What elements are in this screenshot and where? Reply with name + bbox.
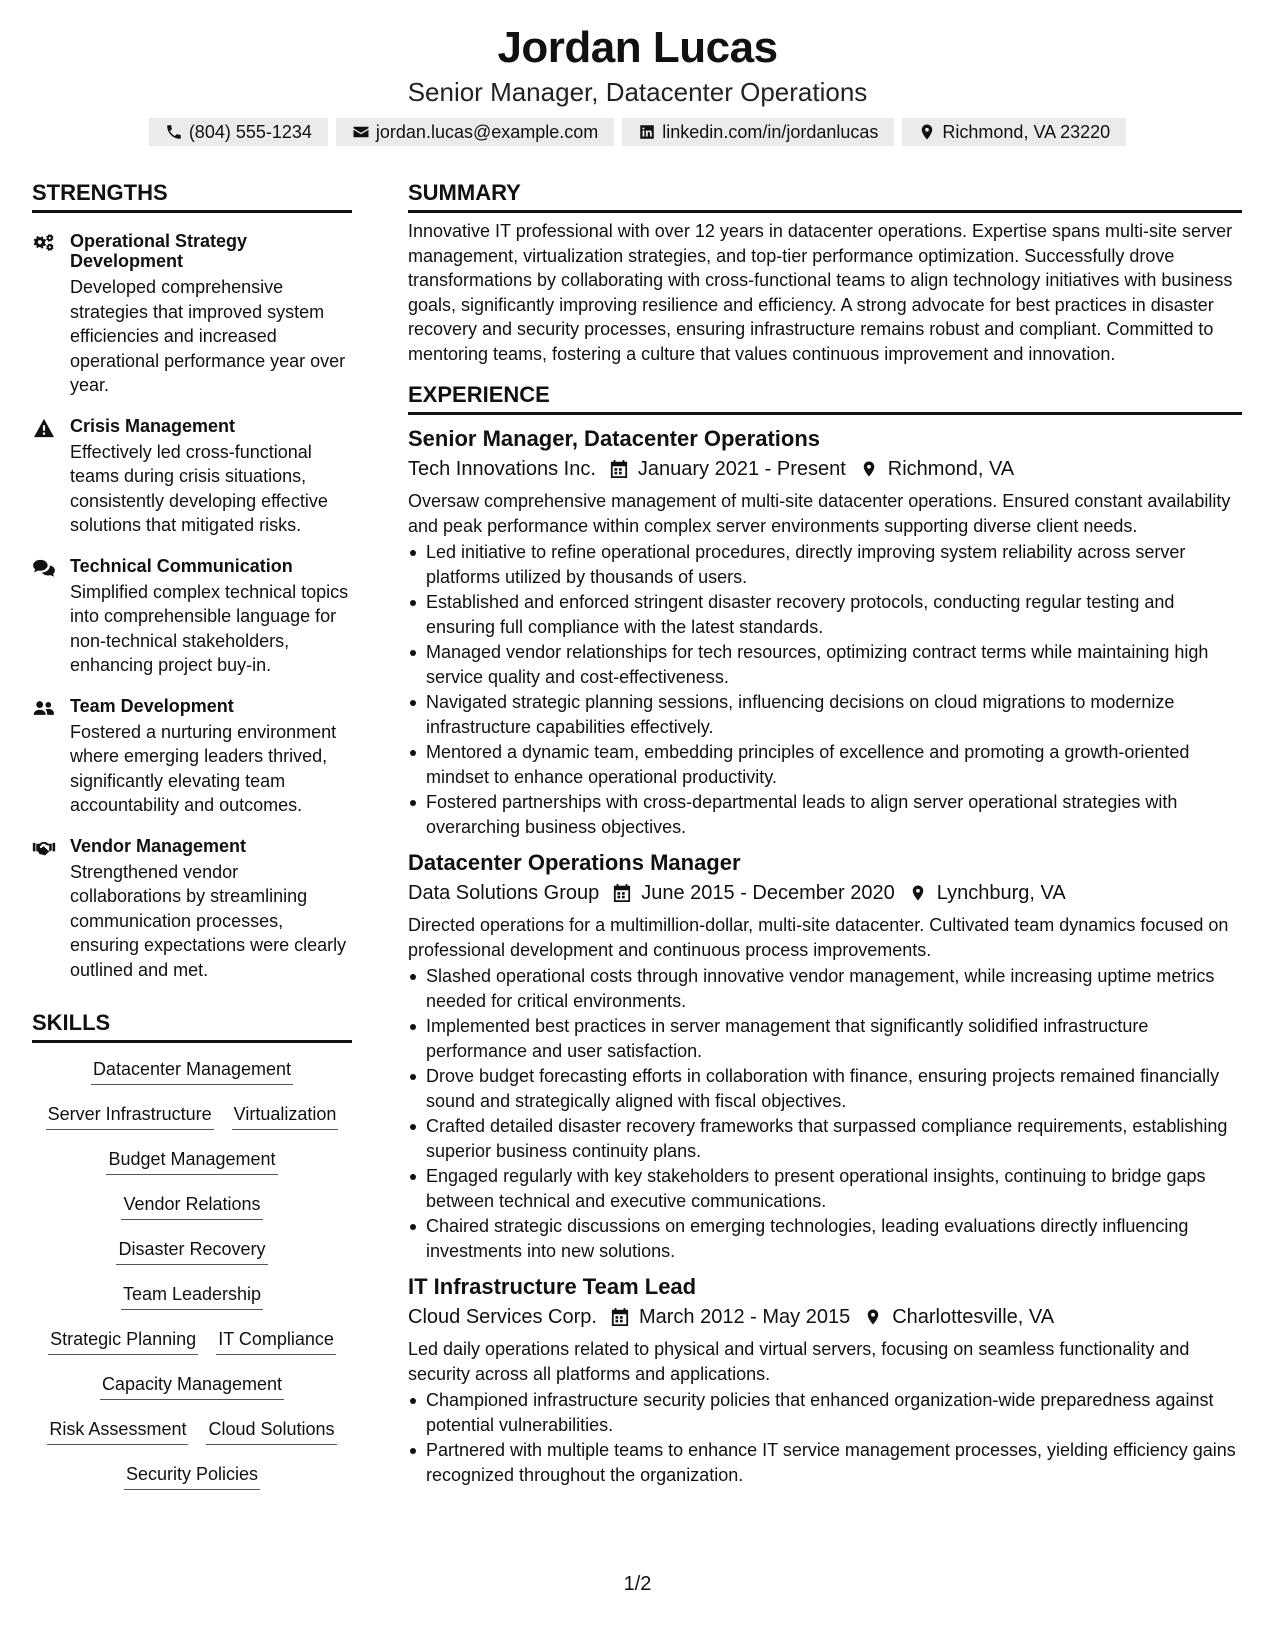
contact-location <box>902 118 1126 146</box>
strength-item <box>32 231 352 398</box>
users-icon <box>32 698 56 718</box>
job-meta <box>408 879 1242 907</box>
warning-triangle-icon <box>32 418 56 438</box>
job-entry <box>408 849 1242 1263</box>
envelope-icon <box>352 123 370 141</box>
strength-item <box>32 836 352 983</box>
chat-bubbles-icon <box>32 558 56 578</box>
candidate-name: Jordan Lucas <box>497 23 778 72</box>
job-entry <box>408 1273 1242 1487</box>
summary-text: Innovative IT professional with over 12 years in datacenter operations. Expertise spans multi-site server management, virtualization strategies, and top-tier performance optimization. Successfully drove transformations by collaborating with cross-functional teams to align technology initiatives with business goals, significantly improving resilience and efficiency. A strong advocate for best practices in disaster recovery and security processes, ensuring infrastructure remains robust and compliant. Committed to mentoring teams, fostering a culture that values continuous improvement and innovation. <box>408 221 1233 364</box>
handshake-icon <box>32 838 56 858</box>
strength-item <box>32 416 352 538</box>
strength-title: Vendor Management <box>70 835 247 856</box>
list-item: Partnered with multiple teams to enhance IT service management processes, yielding efficiency gains recognized throughout the organization. <box>408 1438 1242 1487</box>
linkedin-icon <box>638 123 656 141</box>
skill-tag: Disaster Recovery <box>116 1237 267 1265</box>
list-item: Engaged regularly with key stakeholders to present operational insights, continuing to bridge gaps between technical and executive communications. <box>408 1164 1242 1213</box>
strength-description: Strengthened vendor collaborations by streamlining communication processes, ensuring expectations were clearly outlined and met. <box>70 861 347 980</box>
list-item: Crafted detailed disaster recovery frameworks that surpassed compliance requirements, establishing superior business continuity plans. <box>408 1114 1242 1163</box>
contact-linkedin-text: linkedin.com/in/jordanlucas <box>662 121 879 142</box>
skill-tag: Virtualization <box>232 1102 339 1130</box>
page-number: 1/2 <box>623 1573 652 1595</box>
strengths-heading: STRENGTHS <box>32 178 352 213</box>
experience-heading: EXPERIENCE <box>408 380 1242 415</box>
candidate-title: Senior Manager, Datacenter Operations <box>407 77 868 107</box>
strength-description: Fostered a nurturing environment where emerging leaders thrived, significantly elevating team accountability and outcomes. <box>70 721 337 815</box>
list-item: Mentored a dynamic team, embedding principles of excellence and promoting a growth-oriented mindset to enhance operational productivity. <box>408 740 1242 789</box>
contact-location-text: Richmond, VA 23220 <box>942 121 1111 142</box>
summary-heading: SUMMARY <box>408 178 1242 213</box>
job-location: Charlottesville, VA <box>892 1306 1055 1328</box>
job-description: Oversaw comprehensive management of multi-site datacenter operations. Ensured constant availability and peak performance within complex server environments supporting diverse client needs. <box>408 491 1231 536</box>
job-dates: March 2012 - May 2015 <box>638 1306 851 1328</box>
list-item: Drove budget forecasting efforts in collaboration with finance, ensuring projects remained financially sound and strategically aligned with fiscal objectives. <box>408 1064 1242 1113</box>
skill-tag: Capacity Management <box>100 1372 284 1400</box>
job-location: Richmond, VA <box>887 458 1015 480</box>
list-item: Chaired strategic discussions on emerging technologies, leading evaluations directly influencing investments into new solutions. <box>408 1214 1242 1263</box>
strength-title: Operational Strategy Development <box>70 231 248 271</box>
list-item: Slashed operational costs through innovative vendor management, while increasing uptime metrics needed for critical environments. <box>408 964 1242 1013</box>
job-bullets <box>408 540 1242 839</box>
job-meta <box>408 455 1242 483</box>
job-description: Led daily operations related to physical and virtual servers, focusing on seamless functionality and security across all platforms and applications. <box>408 1339 1190 1384</box>
strength-description: Developed comprehensive strategies that improved system efficiencies and increased operational performance year over year. <box>70 277 346 395</box>
left-column <box>32 178 352 1507</box>
location-pin-icon <box>909 883 927 903</box>
job-entry <box>408 425 1242 839</box>
job-bullets <box>408 964 1242 1263</box>
contact-phone[interactable] <box>149 118 328 146</box>
gears-icon <box>32 233 56 253</box>
skill-tag: Team Leadership <box>121 1282 263 1310</box>
contact-email[interactable] <box>336 118 614 146</box>
list-item: Managed vendor relationships for tech resources, optimizing contract terms while maintaining high service quality and cost-effectiveness. <box>408 640 1242 689</box>
calendar-icon <box>613 883 631 903</box>
job-description: Directed operations for a multimillion-dollar, multi-site datacenter. Cultivated team dynamics focused on professional development and continuous process improvements. <box>408 915 1229 960</box>
strength-title: Crisis Management <box>70 415 236 436</box>
location-pin-icon <box>918 123 936 141</box>
skill-tag: Datacenter Management <box>91 1057 293 1085</box>
strength-title: Team Development <box>70 695 234 716</box>
skill-tag: Vendor Relations <box>121 1192 262 1220</box>
job-dates: January 2021 - Present <box>637 458 846 480</box>
job-company: Data Solutions Group <box>408 882 600 904</box>
resume-header <box>0 22 1275 146</box>
skill-tag: IT Compliance <box>216 1327 336 1355</box>
calendar-icon <box>610 459 628 479</box>
strength-description: Simplified complex technical topics into comprehensible language for non-technical stakeholders, enhancing project buy-in. <box>70 581 349 675</box>
strength-item <box>32 556 352 678</box>
contact-linkedin[interactable] <box>622 118 894 146</box>
location-pin-icon <box>864 1307 882 1327</box>
list-item: Fostered partnerships with cross-departmental leads to align server operational strategies with overarching business objectives. <box>408 790 1242 839</box>
right-column <box>408 178 1242 1488</box>
job-title: Datacenter Operations Manager <box>408 850 741 875</box>
skills-heading: SKILLS <box>32 1008 352 1043</box>
job-company: Tech Innovations Inc. <box>408 458 596 480</box>
skills-list <box>32 1057 352 1507</box>
job-company: Cloud Services Corp. <box>408 1306 597 1328</box>
job-title: Senior Manager, Datacenter Operations <box>408 426 821 451</box>
skill-tag: Risk Assessment <box>47 1417 188 1445</box>
contact-email-text: jordan.lucas@example.com <box>375 121 599 142</box>
strength-item <box>32 696 352 818</box>
skill-tag: Security Policies <box>124 1462 260 1490</box>
list-item: Led initiative to refine operational procedures, directly improving system reliability across server platforms utilized by thousands of users. <box>408 540 1242 589</box>
job-title: IT Infrastructure Team Lead <box>408 1274 697 1299</box>
calendar-icon <box>611 1307 629 1327</box>
skill-tag: Strategic Planning <box>48 1327 198 1355</box>
strength-description: Effectively led cross-functional teams during crisis situations, consistently developing effective solutions that mitigated risks. <box>70 441 328 535</box>
job-location: Lynchburg, VA <box>936 882 1066 904</box>
skill-tag: Cloud Solutions <box>206 1417 336 1445</box>
phone-icon <box>165 123 183 141</box>
list-item: Established and enforced stringent disaster recovery protocols, conducting regular testing and ensuring full compliance with the latest standards. <box>408 590 1242 639</box>
contact-phone-text: (804) 555-1234 <box>188 121 312 142</box>
contact-bar <box>0 118 1275 146</box>
skill-tag: Budget Management <box>106 1147 277 1175</box>
job-meta <box>408 1303 1242 1331</box>
list-item: Navigated strategic planning sessions, influencing decisions on cloud migrations to modernize infrastructure capabilities effectively. <box>408 690 1242 739</box>
skill-tag: Server Infrastructure <box>46 1102 214 1130</box>
job-dates: June 2015 - December 2020 <box>641 882 895 904</box>
location-pin-icon <box>860 459 878 479</box>
job-bullets <box>408 1388 1242 1487</box>
list-item: Championed infrastructure security policies that enhanced organization-wide preparedness against potential vulnerabilities. <box>408 1388 1242 1437</box>
strength-title: Technical Communication <box>70 555 293 576</box>
list-item: Implemented best practices in server management that significantly solidified infrastructure performance and user satisfaction. <box>408 1014 1242 1063</box>
